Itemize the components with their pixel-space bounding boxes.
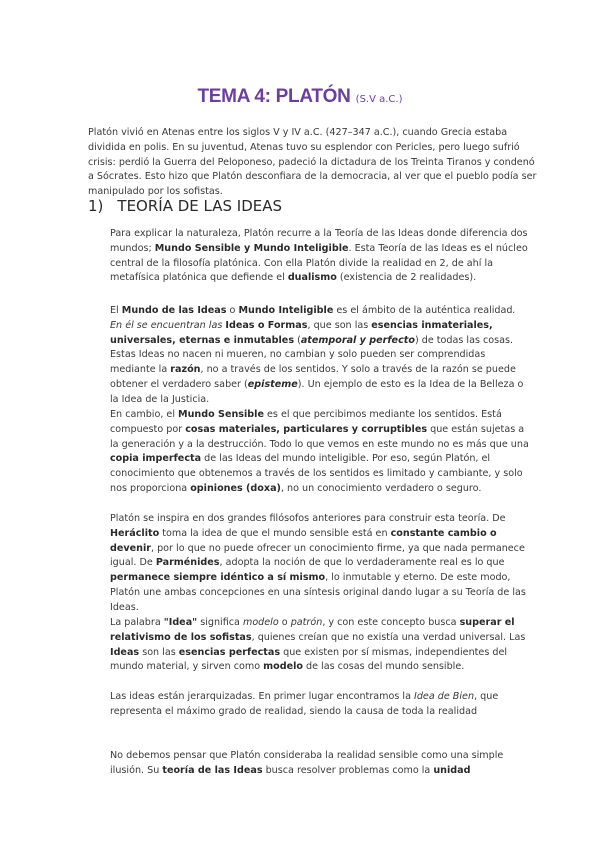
text-run: Mundo Inteligible bbox=[238, 305, 334, 316]
paragraph-5 bbox=[110, 616, 530, 675]
text-run: , por lo que no puede ofrecer un conocimiento firme, ya que nada permanece igual. De bbox=[110, 542, 525, 569]
text-run: son las bbox=[139, 646, 179, 658]
text-run: dualismo bbox=[287, 272, 337, 284]
text-run: Mundo de las Ideas bbox=[121, 305, 227, 316]
text-run: Ideas bbox=[110, 646, 140, 658]
text-run: de las Ideas del mundo inteligible. Por eso, según Platón, el conocimiento que obtenemos a través de los sentidos es limitado y cambiante, y solo nos proporciona bbox=[110, 453, 523, 494]
text-run: episteme bbox=[247, 378, 298, 390]
section-number: 1) bbox=[88, 197, 104, 215]
text-run: Platón se inspira en dos grandes filósofos anteriores para construir esta teoría. De bbox=[110, 513, 506, 524]
text-run: "Idea" bbox=[163, 617, 198, 628]
intro-paragraph bbox=[88, 126, 540, 200]
text-run: o bbox=[278, 617, 291, 628]
paragraph-1 bbox=[110, 227, 530, 286]
text-run: Idea de Bien bbox=[414, 691, 475, 702]
text-run: superar el relativismo de los sofistas bbox=[110, 617, 515, 643]
text-run: (existencia de 2 realidades). bbox=[336, 272, 477, 284]
page-title bbox=[0, 86, 600, 108]
text-run: ( bbox=[294, 334, 301, 346]
text-run: La palabra bbox=[110, 617, 164, 628]
text-run: ). Un ejemplo de esto es la Idea de la Belleza o la Idea de la Justicia. bbox=[110, 378, 524, 405]
text-run: que existen por sí mismas, independientes del mundo material, y sirven como bbox=[110, 646, 508, 673]
text-run: permanece siempre idéntico a sí mismo bbox=[110, 572, 326, 584]
text-run: , no a través de los sentidos. Y solo a través de la razón se puede obtener el verdadero saber ( bbox=[110, 364, 516, 390]
text-run: Heráclito bbox=[110, 527, 160, 539]
text-run: significa bbox=[197, 617, 243, 628]
text-run: Las ideas están jerarquizadas. En primer lugar encontramos la bbox=[110, 691, 415, 702]
text-run: opiniones (doxa) bbox=[190, 482, 281, 494]
text-run: Parménides bbox=[155, 557, 220, 569]
text-run: toma la idea de que el mundo sensible está en bbox=[159, 527, 391, 539]
paragraph-2 bbox=[110, 304, 530, 408]
text-run: modelo bbox=[242, 617, 279, 628]
text-run: , quienes creían que no existía una verdad universal. Las bbox=[251, 631, 526, 643]
text-run: Para explicar la naturaleza, Platón recurre a la Teoría de las Ideas donde diferencia dos mundos; bbox=[110, 228, 528, 254]
text-run: Mundo Sensible y Mundo Inteligible bbox=[154, 242, 349, 254]
text-run: . Esta Teoría de las Ideas es el núcleo central de la filosofía platónica. Con ella Platón divide la realidad en 2, de ahí la metafísica platónica que defiende el bbox=[110, 242, 528, 284]
text-run: , lo inmutable y eterno. De este modo, Platón une ambas concepciones en una síntesis original dando lugar a su Teoría de las Ideas. bbox=[110, 572, 526, 613]
paragraph-4 bbox=[110, 512, 530, 616]
paragraph-3 bbox=[110, 408, 530, 497]
text-run: , adopta la noción de que lo verdaderamente real es lo que bbox=[219, 557, 505, 569]
paragraph-7 bbox=[110, 749, 530, 779]
text-run: patrón bbox=[290, 617, 323, 628]
text-run: ) de todas las cosas. Estas Ideas no nacen ni mueren, no cambian y solo pueden ser comprendidas mediante la bbox=[110, 334, 514, 376]
text-run: , que representa el máximo grado de realidad, siendo la causa de toda la realidad bbox=[110, 691, 499, 717]
text-run: esencias perfectas bbox=[178, 646, 281, 658]
text-run: teoría de las Ideas bbox=[162, 764, 263, 776]
text-run: , y con este concepto busca bbox=[322, 617, 460, 628]
paragraph-6 bbox=[110, 690, 530, 720]
text-run: Ideas o Formas bbox=[225, 319, 308, 331]
text-run: . En él se encuentran las bbox=[110, 305, 516, 331]
text-run: El bbox=[110, 305, 122, 316]
text-run: atemporal y perfecto bbox=[300, 334, 415, 346]
section-title: TEORÍA DE LAS IDEAS bbox=[117, 197, 283, 215]
text-run: o bbox=[226, 305, 239, 316]
text-run: , no un conocimiento verdadero o seguro. bbox=[280, 482, 482, 494]
text-run: Platón vivió en Atenas entre los siglos V y IV a.C. (427–347 a.C.), cuando Grecia estaba dividida en polis. En su juventud, Atenas tuvo su esplendor con Pericles, pero luego sufrió crisis: perdió la Guerra del Peloponeso, padeció la dictadura de los Treinta Tiranos y condenó a Sócrates. Esto hizo que Platón desconfiara de la democracia, al ver que el pueblo podía ser manipulado por los sofistas. bbox=[88, 127, 537, 198]
text-run: No debemos pensar que Platón consideraba la realidad sensible como una simple ilusión. Su bbox=[110, 750, 504, 776]
text-run: esencias inmateriales, universales, eternas e inmutables bbox=[110, 319, 493, 346]
section-heading bbox=[88, 197, 282, 215]
text-run: Mundo Sensible bbox=[178, 409, 264, 420]
text-run: es el ámbito de la auténtica realidad bbox=[333, 305, 513, 316]
text-run: , que son las bbox=[307, 319, 372, 331]
text-run: modelo bbox=[263, 661, 303, 673]
text-run: busca resolver problemas como la bbox=[262, 764, 434, 776]
text-run: copia imperfecta bbox=[110, 453, 202, 465]
text-run: razón bbox=[170, 364, 201, 376]
text-run: unidad bbox=[433, 764, 471, 776]
text-run: En cambio, el bbox=[110, 409, 179, 420]
title-subtitle: (S.V a.C.) bbox=[355, 94, 403, 105]
title-main: TEMA 4: PLATÓN bbox=[197, 86, 351, 107]
text-run: que están sujetas a la generación y a la destrucción. Todo lo que vemos en este mundo no es más que una bbox=[110, 423, 529, 450]
text-run: es el que percibimos mediante los sentidos. Está compuesto por bbox=[110, 409, 502, 435]
text-run: constante cambio o devenir bbox=[110, 527, 497, 554]
text-run: de las cosas del mundo sensible. bbox=[302, 661, 465, 673]
text-run: cosas materiales, particulares y corruptibles bbox=[185, 423, 428, 435]
